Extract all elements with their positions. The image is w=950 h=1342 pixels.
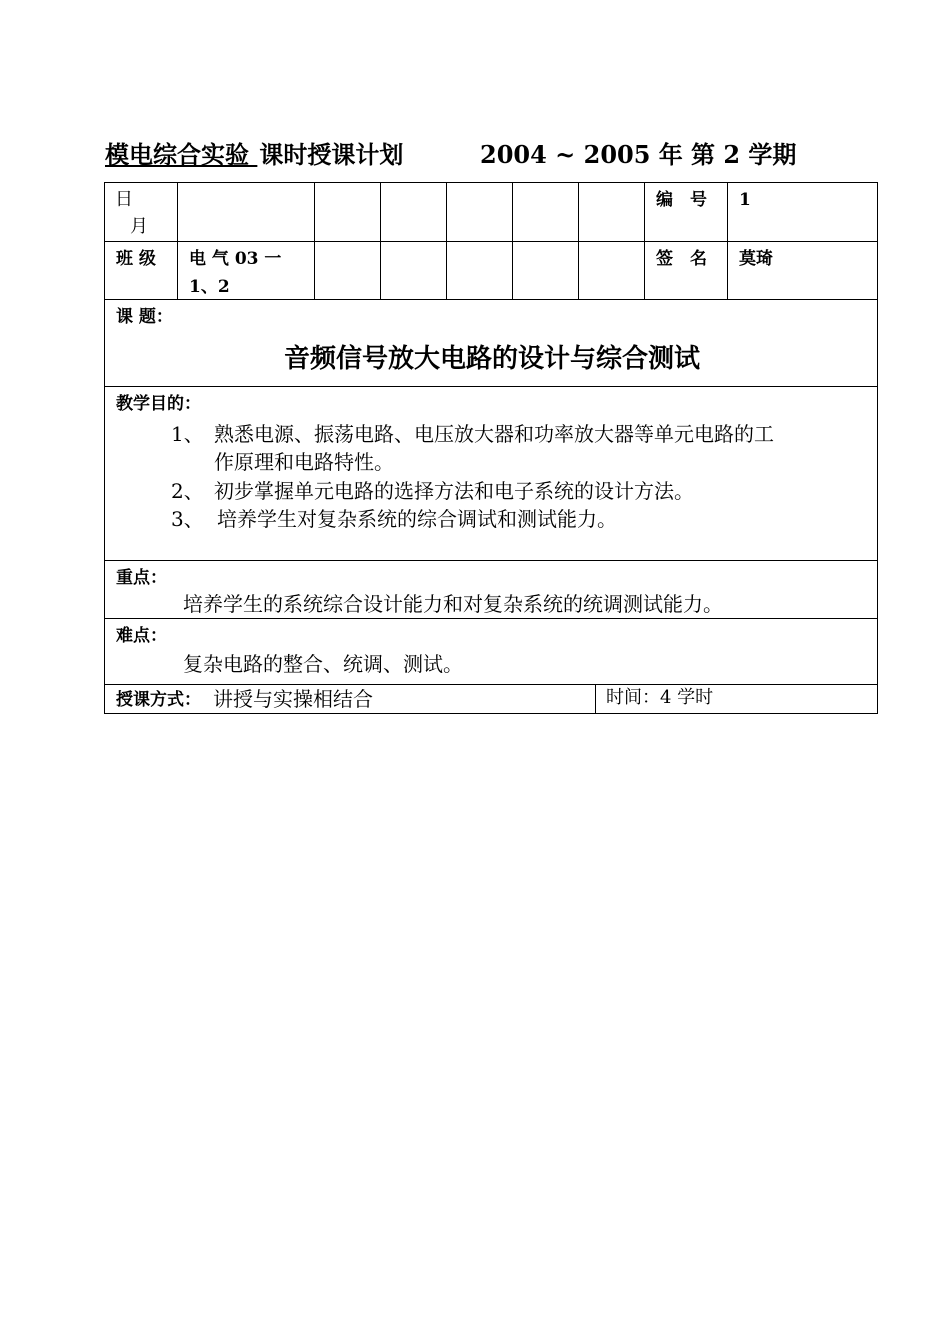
class-label-cell: [104, 241, 178, 300]
difficulties-section: [104, 618, 878, 685]
number-value: 1: [739, 190, 751, 210]
sign-label-cell: [644, 241, 728, 300]
difficulties-text: 复杂电路的整合、统调、测试。: [183, 652, 463, 676]
key-points-label: 重点：: [116, 568, 167, 588]
objective-2-number: 2、: [171, 479, 204, 503]
class-cell-3: [380, 241, 447, 300]
date-cell-1: [177, 182, 315, 242]
number-value-cell: [727, 182, 878, 242]
date-label-month: 月: [130, 216, 148, 237]
key-points-text: 培养学生的系统综合设计能力和对复杂系统的统调测试能力。: [183, 592, 723, 616]
time-cell: [595, 684, 878, 714]
method-cell: [104, 684, 596, 714]
objective-1-number: 1、: [171, 422, 204, 446]
date-cell-3: [380, 182, 447, 242]
objectives-label: 教学目的：: [116, 394, 201, 414]
time-value: 时间：4 学时: [606, 687, 714, 708]
sign-value: 莫琦: [739, 249, 773, 269]
lesson-plan-table: [104, 182, 878, 714]
date-cell-5: [512, 182, 579, 242]
date-cell-4: [446, 182, 513, 242]
class-cell-2: [314, 241, 381, 300]
difficulties-label: 难点：: [116, 626, 167, 646]
class-value-line1: 电 气 03 一: [189, 249, 282, 269]
method-label: 授课方式：: [116, 690, 201, 710]
class-value-cell: [177, 241, 315, 300]
date-cell-6: [578, 182, 645, 242]
date-cell-2: [314, 182, 381, 242]
key-points-section: [104, 560, 878, 619]
class-value-line2: 1、2: [189, 277, 230, 297]
class-cell-6: [578, 241, 645, 300]
topic-label: 课 题：: [116, 307, 173, 327]
objectives-section: [104, 386, 878, 561]
sign-label: 签 名: [656, 249, 707, 269]
topic-title: 音频信号放大电路的设计与综合测试: [283, 344, 700, 374]
number-label: 编 号: [656, 190, 707, 210]
topic-section: [104, 299, 878, 387]
class-cell-5: [512, 241, 579, 300]
objective-3-text: 培养学生对复杂系统的综合调试和测试能力。: [217, 507, 617, 531]
objective-1-line2: 作原理和电路特性。: [214, 450, 394, 474]
objective-3-number: 3、: [171, 507, 204, 531]
objective-1-line1: 熟悉电源、振荡电路、电压放大器和功率放大器等单元电路的工: [214, 422, 774, 446]
plan-title: 课时授课计划: [259, 140, 404, 169]
method-value: 讲授与实操相结合: [213, 687, 373, 711]
page-title: [105, 138, 825, 172]
number-label-cell: [644, 182, 728, 242]
sign-value-cell: [727, 241, 878, 300]
class-cell-4: [446, 241, 513, 300]
course-name: 模电综合实验: [105, 140, 258, 169]
class-label: 班 级: [116, 249, 156, 269]
semester: 第 2 学期: [691, 140, 797, 169]
date-label-cell: [104, 182, 178, 242]
academic-years: 2004 ~ 2005 年: [480, 140, 683, 169]
date-label-day: 日: [115, 189, 133, 210]
objective-2-text: 初步掌握单元电路的选择方法和电子系统的设计方法。: [214, 479, 694, 503]
